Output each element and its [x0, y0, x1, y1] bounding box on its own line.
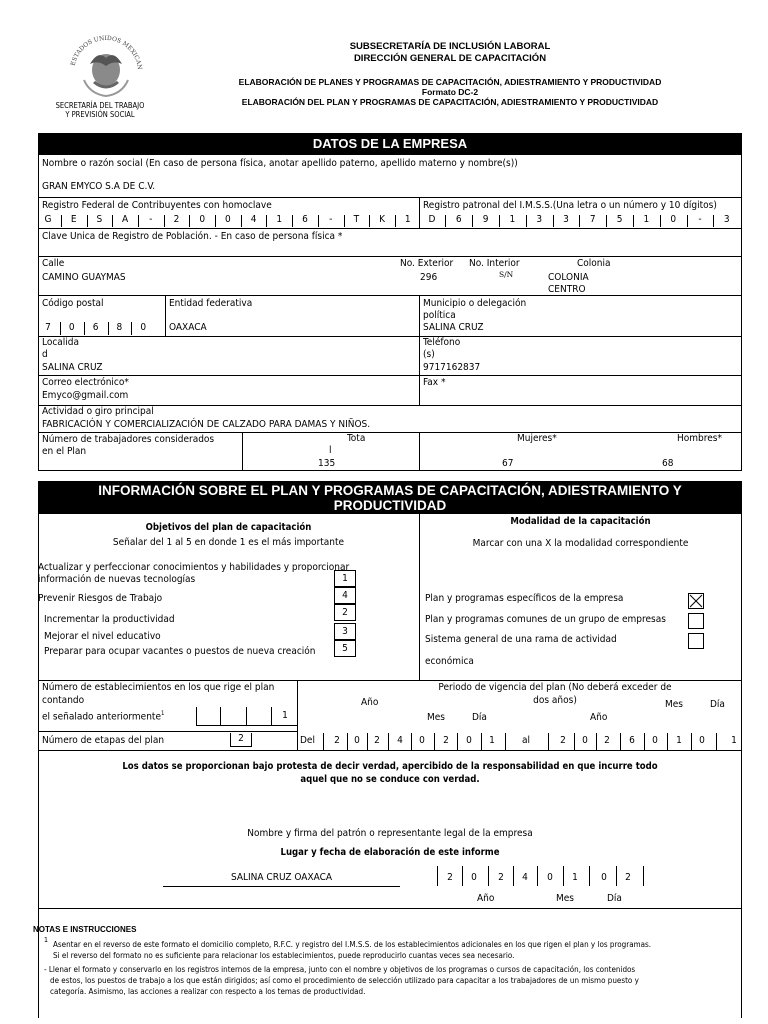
imss-separator [713, 215, 714, 227]
objetivo-4-label: Mejorar el nivel educativo [44, 631, 161, 642]
firma-anio-label: Año [477, 893, 495, 904]
telefono-label-2: (s) [423, 349, 435, 360]
fecha-fin-separator [596, 733, 597, 750]
periodo-label-1: Periodo de vigencia del plan (No deberá exceder de [438, 682, 672, 693]
al-label: al [522, 735, 531, 746]
no-interior-label: No. Interior [469, 258, 520, 269]
modalidad-1-checkbox[interactable] [688, 593, 704, 609]
razon-social-label: Nombre o razón social (En caso de persona física, anotar apellido paterno, apellido materno y nombre(s)) [42, 158, 518, 169]
firma-label: Nombre y firma del patrón o representante legal de la empresa [247, 828, 533, 839]
telefono-value[interactable]: 9717162837 [423, 362, 481, 373]
fecha-inicio-separator [388, 733, 389, 750]
establecimientos-label-3-text: el señalado anteriormente [42, 711, 161, 723]
objetivo-5-rank[interactable]: 5 [334, 640, 356, 657]
codigo-postal-separator [84, 322, 85, 335]
fecha-inicio-separator [367, 733, 368, 750]
establecimientos-separator [246, 707, 247, 725]
rfc-separator [138, 215, 139, 227]
localidad-label-1: Localida [42, 337, 80, 348]
trabajadores-label-1: Número de trabajadores considerados [42, 434, 215, 445]
fecha-inicio-separator [457, 733, 458, 750]
fecha-fin-separator [716, 733, 717, 750]
etapas-value[interactable]: 2 [230, 733, 252, 747]
modalidad-title: Modalidad de la capacitación [510, 516, 651, 527]
total-label-2: l [329, 445, 332, 456]
modalidad-1-label: Plan y programas específicos de la empresa [425, 593, 624, 604]
mujeres-label: Mujeres* [517, 433, 557, 444]
lugar-value[interactable]: SALINA CRUZ OAXACA [230, 872, 333, 883]
rfc-separator [215, 215, 216, 227]
imss-separator [687, 215, 688, 227]
objetivo-3-label: Incrementar la productividad [44, 614, 175, 625]
objetivo-4-rank[interactable]: 3 [334, 623, 356, 640]
fecha-inicio-separator [434, 733, 435, 750]
municipio-label-1: Municipio o delegación [423, 298, 527, 309]
imss-separator [526, 215, 527, 227]
localidad-value[interactable]: SALINA CRUZ [42, 362, 103, 373]
fecha-elaboracion-separator [616, 866, 617, 886]
municipio-label-2: política [423, 310, 456, 321]
rfc-separator [87, 215, 88, 227]
municipio-value[interactable]: SALINA CRUZ [423, 322, 484, 333]
footnote-mark: 1 [160, 710, 165, 717]
fecha-inicio-separator [481, 733, 482, 750]
section-bar-empresa: DATOS DE LA EMPRESA [38, 133, 742, 155]
correo-label: Correo electrónico* [42, 377, 129, 388]
fecha-elaboracion-separator [488, 866, 489, 886]
codigo-postal-separator [131, 322, 132, 335]
rfc-separator [189, 215, 190, 227]
codigo-postal-separator [108, 322, 109, 335]
establecimientos-label-1: Número de establecimientos en los que rige el plan [42, 682, 275, 693]
razon-social-value[interactable]: GRAN EMYCO S.A DE C.V. [42, 181, 156, 192]
fecha-inicio-separator [323, 733, 324, 750]
modalidad-3-label-1: Sistema general de una rama de actividad [425, 634, 617, 645]
total-value[interactable]: 135 [318, 458, 336, 469]
fecha-fin-separator [548, 733, 549, 750]
periodo-label-2: dos años) [533, 695, 577, 706]
fecha-elaboracion-separator [462, 866, 463, 886]
imss-separator [579, 215, 580, 227]
entidad-value[interactable]: OAXACA [169, 322, 207, 333]
fecha-fin-separator [620, 733, 621, 750]
fecha-elaboracion-separator [589, 866, 590, 886]
fecha-fin-separator [691, 733, 692, 750]
establecimientos-separator [220, 707, 221, 725]
eagle-seal-icon [60, 24, 152, 100]
colonia-value-1[interactable]: COLONIA [548, 272, 589, 283]
rfc-separator [241, 215, 242, 227]
firma-dia-label: Día [607, 893, 622, 904]
rfc-separator [318, 215, 319, 227]
nota-2-line-1: - Llenar el formato y conservarlo en los registros internos de la empresa, junto con el nombre y objetivos de los programas o cursos de capacitación, los contenidos [44, 965, 636, 974]
imss-separator [499, 215, 500, 227]
form-title-1: ELABORACIÓN DE PLANES Y PROGRAMAS DE CAPACITACIÓN, ADIESTRAMIENTO Y PRODUCTIVIDAD [238, 77, 662, 87]
x-mark-icon [689, 594, 703, 608]
del-label: Del [300, 735, 315, 746]
objetivo-1-label [38, 562, 349, 585]
nota-1-line-1: Asentar en el reverso de este formato el domicilio completo, R.F.C. y registro del I.M.S.S. de los establecimientos adicionales en los que rigen el plan y los programas. [53, 940, 652, 949]
objetivo-2-label: Prevenir Riesgos de Trabajo [38, 593, 163, 604]
plan-bar-title-2: PRODUCTIVIDAD [333, 498, 447, 513]
colonia-label: Colonia [577, 258, 611, 269]
fecha-inicio-separator [347, 733, 348, 750]
total-label-1: Tota [347, 433, 366, 444]
rfc-separator [112, 215, 113, 227]
periodo-anio-label-1: Año [361, 697, 379, 708]
establecimientos-label-3 [42, 711, 164, 723]
imss-separator [553, 215, 554, 227]
fecha-inicio-separator [505, 733, 506, 750]
colonia-value-2[interactable]: CENTRO [548, 284, 586, 295]
fecha-fin-separator [644, 733, 645, 750]
codigo-postal-label: Código postal [42, 298, 104, 309]
establecimientos-underline [196, 725, 297, 726]
imss-separator [660, 215, 661, 227]
objetivo-2-rank[interactable]: 4 [334, 587, 356, 604]
objetivos-title: Objetivos del plan de capacitación [145, 522, 312, 533]
modalidad-2-label: Plan y programas comunes de un grupo de empresas [425, 614, 666, 625]
modalidad-3-label-2: económica [425, 656, 474, 667]
hombres-value[interactable]: 68 [662, 458, 674, 469]
objetivo-3-rank[interactable]: 2 [334, 604, 356, 621]
establecimientos-separator [196, 707, 197, 725]
nota-2-line-3: categoría. Asimismo, las acciones a realizar con respecto a los temas de productividad. [50, 987, 366, 996]
fecha-fin-separator [667, 733, 668, 750]
fecha-elaboracion-separator [563, 866, 564, 886]
seal-text: ESTADOS UNIDOS MEXICAN [69, 34, 143, 71]
telefono-label-1: Teléfono [423, 337, 461, 348]
fecha-elaboracion-separator [643, 866, 644, 886]
fecha-elaboracion-separator [537, 866, 538, 886]
rfc-separator [164, 215, 165, 227]
imss-separator [633, 215, 634, 227]
imss-separator [445, 215, 446, 227]
objetivo-5-label: Preparar para ocupar vacantes o puestos de nueva creación [44, 646, 316, 657]
objetivo-1-rank[interactable]: 1 [334, 570, 356, 587]
objetivo-1-line-2: información de nuevas tecnologías [38, 573, 196, 585]
rfc-separator [369, 215, 370, 227]
form-code: Formato DC-2 [421, 87, 479, 97]
codigo-postal-separator [60, 322, 61, 335]
establecimientos-separator [297, 707, 298, 725]
fecha-elaboracion-separator [437, 866, 438, 886]
rfc-separator [344, 215, 345, 227]
direccion-title: DIRECCIÓN GENERAL DE CAPACITACIÓN [353, 53, 547, 64]
periodo-mes-label-1: Mes [427, 712, 445, 723]
rfc-label: Registro Federal de Contribuyentes con homoclave [42, 200, 272, 211]
imss-label: Registro patronal del I.M.S.S.(Una letra o un número y 10 dígitos) [423, 200, 717, 211]
calle-label: Calle [42, 258, 65, 269]
nota-1-mark: 1 [44, 936, 49, 944]
actividad-label: Actividad o giro principal [42, 406, 154, 417]
rfc-separator [61, 215, 62, 227]
mujeres-value[interactable]: 67 [502, 458, 514, 469]
etapas-label: Número de etapas del plan [42, 735, 165, 746]
institution-name [40, 102, 160, 119]
no-interior-value[interactable]: S/N [499, 270, 514, 279]
modalidad-subtitle: Marcar con una X la modalidad correspondiente [472, 538, 689, 549]
modalidad-3-checkbox[interactable] [688, 633, 704, 649]
rfc-separator [395, 215, 396, 227]
nota-2-line-2: de estos, los puestos de trabajo a los que están dirigidos; así como el procedimiento de selección utilizado para capacitar a los trabajadores de un mismo puesto y [50, 976, 639, 985]
institution-line-1: SECRETARÍA DEL TRABAJO [55, 101, 145, 110]
fecha-inicio-separator [411, 733, 412, 750]
protesta-line-1: Los datos se proporcionan bajo protesta de decir verdad, apercibido de la responsabilidad en que incurre todo [122, 761, 658, 772]
fecha-fin-separator [574, 733, 575, 750]
calle-value[interactable]: CAMINO GUAYMAS [42, 272, 126, 283]
lugar-fecha-label: Lugar y fecha de elaboración de este informe [280, 847, 500, 858]
entidad-label: Entidad federativa [169, 298, 253, 309]
localidad-label-2: d [42, 349, 48, 360]
correo-value[interactable]: Emyco@gmail.com [42, 390, 129, 401]
protesta-line-2: aquel que no se conduce con verdad. [300, 774, 480, 785]
fax-label: Fax * [423, 377, 446, 388]
government-seal [60, 24, 152, 100]
establecimientos-separator [271, 707, 272, 725]
form-title-2: ELABORACIÓN DEL PLAN Y PROGRAMAS DE CAPACITACIÓN, ADIESTRAMIENTO Y PRODUCTIVIDAD [241, 97, 659, 107]
no-exterior-value[interactable]: 296 [420, 272, 438, 283]
subsecretaria-title: SUBSECRETARÍA DE INCLUSIÓN LABORAL [349, 41, 551, 52]
firma-mes-label: Mes [556, 893, 574, 904]
imss-separator [606, 215, 607, 227]
imss-separator [472, 215, 473, 227]
establecimientos-label-2: contando [42, 695, 85, 706]
notas-title: NOTAS E INSTRUCCIONES [33, 925, 137, 934]
periodo-anio-label-2: Año [590, 712, 608, 723]
periodo-dia-label-2: Día [710, 699, 725, 710]
rfc-separator [292, 215, 293, 227]
periodo-mes-label-2: Mes [665, 699, 683, 710]
objetivo-1-line-1: Actualizar y perfeccionar conocimientos y habilidades y proporcionar [38, 562, 350, 573]
rfc-separator [266, 215, 267, 227]
trabajadores-label-2: en el Plan [42, 446, 87, 457]
no-exterior-label: No. Exterior [400, 258, 454, 269]
actividad-value[interactable]: FABRICACIÓN Y COMERCIALIZACIÓN DE CALZADO PARA DAMAS Y NIÑOS. [42, 419, 371, 430]
plan-bar-title-1: INFORMACIÓN SOBRE EL PLAN Y PROGRAMAS DE CAPACITACIÓN, ADIESTRAMIENTO Y [98, 483, 682, 498]
fecha-elaboracion-separator [513, 866, 514, 886]
nota-1-line-2: Si el reverso del formato no es suficiente para relacionar los establecimientos, puede reproducirlo cuantas veces sea necesario. [53, 951, 515, 960]
periodo-dia-label-1: Día [472, 712, 487, 723]
institution-line-2: Y PREVISIÓN SOCIAL [65, 109, 135, 119]
modalidad-2-checkbox[interactable] [688, 613, 704, 629]
objetivos-subtitle: Señalar del 1 al 5 en donde 1 es el más importante [112, 537, 345, 548]
hombres-label: Hombres* [677, 433, 722, 444]
curp-label: Clave Unica de Registro de Población. - En caso de persona física * [42, 231, 343, 242]
